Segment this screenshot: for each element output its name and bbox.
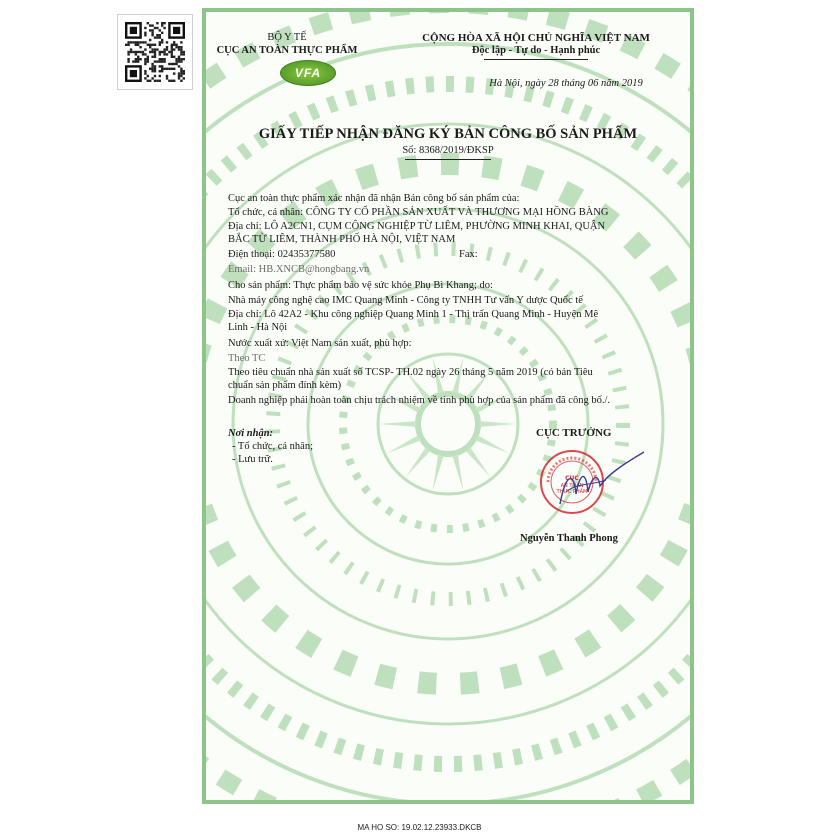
factory-address-line2: Linh - Hà Nội	[228, 322, 288, 333]
vfa-logo: VFA	[280, 60, 336, 86]
qr-module	[168, 63, 170, 65]
qr-module	[180, 48, 182, 50]
qr-module	[132, 41, 134, 43]
qr-module	[178, 58, 180, 60]
qr-module	[144, 32, 146, 34]
qr-module	[163, 48, 165, 50]
qr-module	[147, 56, 149, 58]
qr-module	[159, 29, 161, 31]
qr-module	[180, 80, 182, 82]
qr-module	[159, 41, 161, 43]
qr-module	[137, 56, 139, 58]
svg-text:THỰC PHẨM: THỰC PHẨM	[556, 489, 588, 495]
qr-module	[171, 48, 173, 50]
qr-module	[151, 70, 153, 72]
qr-module	[135, 51, 137, 53]
factory-address-line1: Địa chỉ: Lô 42A2 - Khu công nghiệp Quang Minh 1 - Thị trấn Quang Minh - Huyện Mê	[228, 309, 599, 320]
qr-module	[183, 53, 185, 55]
qr-module	[161, 65, 163, 67]
qr-module	[168, 51, 170, 53]
qr-module	[142, 53, 144, 55]
qr-module	[149, 39, 151, 41]
qr-module	[151, 29, 153, 31]
motto-underline	[484, 59, 588, 60]
qr-module	[137, 60, 139, 62]
qr-module	[156, 22, 158, 24]
qr-module	[151, 24, 153, 26]
qr-module	[175, 46, 177, 48]
qr-module	[135, 44, 137, 46]
qr-module	[142, 51, 144, 53]
qr-module	[173, 80, 175, 82]
qr-module	[161, 70, 163, 72]
ministry-name: BỘ Y TẾ	[267, 32, 307, 43]
qr-module	[154, 44, 156, 46]
qr-module	[144, 27, 146, 29]
qr-module	[173, 41, 175, 43]
qr-module	[125, 44, 127, 46]
qr-module	[151, 32, 153, 34]
qr-module	[154, 56, 156, 58]
qr-module	[149, 51, 151, 53]
qr-module	[154, 60, 156, 62]
qr-module	[151, 48, 153, 50]
qr-module	[183, 77, 185, 79]
qr-module	[130, 48, 132, 50]
qr-module	[173, 72, 175, 74]
qr-module	[154, 68, 156, 70]
qr-module	[144, 58, 146, 60]
qr-module	[178, 46, 180, 48]
qr-module	[144, 34, 146, 36]
recipient-item: - Tổ chức, cá nhân;	[232, 441, 314, 452]
qr-module	[156, 34, 158, 36]
qr-module	[137, 41, 139, 43]
svg-text:AN TOÀN: AN TOÀN	[560, 483, 584, 489]
qr-module	[175, 58, 177, 60]
qr-module	[147, 75, 149, 77]
qr-module	[183, 58, 185, 60]
qr-module	[163, 68, 165, 70]
qr-module	[135, 58, 137, 60]
qr-module	[159, 60, 161, 62]
qr-module	[173, 63, 175, 65]
qr-module	[166, 68, 168, 70]
document-title: GIẤY TIẾP NHẬN ĐĂNG KÝ BẢN CÔNG BỐ SẢN PHẨM	[258, 126, 638, 142]
qr-module	[159, 75, 161, 77]
qr-module	[159, 44, 161, 46]
qr-module	[159, 51, 161, 53]
qr-module	[161, 22, 163, 24]
qr-module	[171, 63, 173, 65]
qr-module	[137, 58, 139, 60]
qr-module	[154, 27, 156, 29]
qr-module	[127, 41, 129, 43]
qr-module	[166, 41, 168, 43]
qr-module	[151, 63, 153, 65]
qr-module	[175, 60, 177, 62]
qr-module	[147, 22, 149, 24]
qr-module	[135, 41, 137, 43]
qr-module	[163, 51, 165, 53]
qr-module	[154, 53, 156, 55]
qr-module	[127, 51, 129, 53]
qr-module	[161, 24, 163, 26]
qr-module	[151, 68, 153, 70]
qr-module	[144, 53, 146, 55]
qr-module	[156, 36, 158, 38]
standard-detail-line1: Theo tiêu chuẩn nhà sản xuất số TCSP- TH.02 ngày 26 tháng 5 năm 2019 (có bản Tiêu	[228, 367, 593, 378]
qr-module	[178, 48, 180, 50]
qr-finder	[130, 70, 137, 77]
document-code: MA HO SO: 19.02.12.23933.DKCB	[357, 823, 482, 832]
qr-module	[132, 60, 134, 62]
qr-module	[163, 58, 165, 60]
qr-module	[175, 63, 177, 65]
qr-module	[178, 75, 180, 77]
qr-module	[168, 68, 170, 70]
qr-module	[178, 56, 180, 58]
qr-module	[161, 68, 163, 70]
qr-finder	[130, 27, 137, 34]
qr-module	[180, 53, 182, 55]
qr-module	[159, 53, 161, 55]
qr-module	[161, 32, 163, 34]
qr-module	[151, 34, 153, 36]
qr-module	[149, 68, 151, 70]
qr-module	[154, 51, 156, 53]
qr-module	[156, 60, 158, 62]
qr-module	[144, 63, 146, 65]
official-stamp	[526, 442, 646, 522]
qr-module	[147, 80, 149, 82]
qr-module	[180, 70, 182, 72]
qr-module	[173, 44, 175, 46]
qr-module	[154, 75, 156, 77]
qr-module	[161, 41, 163, 43]
qr-module	[139, 58, 141, 60]
qr-module	[139, 41, 141, 43]
country-of-origin: Nước xuất xứ: Việt Nam sản xuất, phù hợp:	[228, 338, 412, 349]
qr-module	[154, 80, 156, 82]
qr-module	[180, 51, 182, 53]
qr-module	[127, 44, 129, 46]
certificate-content	[206, 12, 690, 800]
qr-module	[166, 77, 168, 79]
qr-module	[147, 60, 149, 62]
qr-module	[154, 65, 156, 67]
country-name: CỘNG HÒA XÃ HỘI CHỦ NGHĨA VIỆT NAM	[422, 32, 650, 44]
qr-module	[163, 27, 165, 29]
qr-module	[144, 41, 146, 43]
qr-module	[180, 75, 182, 77]
qr-module	[173, 68, 175, 70]
qr-module	[161, 60, 163, 62]
qr-module	[161, 39, 163, 41]
qr-module	[154, 48, 156, 50]
qr-module	[171, 80, 173, 82]
qr-module	[149, 46, 151, 48]
qr-module	[156, 80, 158, 82]
standard-short: Theo TC	[228, 353, 266, 364]
intro-text: Cục an toàn thực phẩm xác nhận đã nhận Bản công bố sản phẩm của:	[228, 193, 520, 204]
signer-name: Nguyễn Thanh Phong	[520, 533, 618, 544]
qr-module	[178, 77, 180, 79]
manufacturer: Nhà máy công nghệ cao IMC Quang Minh - Công ty TNHH Tư vấn Y dược Quốc tế	[228, 295, 583, 306]
recipients-heading: Nơi nhận:	[228, 428, 274, 439]
qr-module	[180, 72, 182, 74]
qr-module	[180, 68, 182, 70]
qr-module	[178, 72, 180, 74]
qr-module	[180, 41, 182, 43]
qr-module	[178, 60, 180, 62]
email-address: Email: HB.XNCB@hongbang.vn	[228, 264, 370, 275]
qr-module	[127, 53, 129, 55]
qr-module	[147, 44, 149, 46]
qr-module	[151, 56, 153, 58]
qr-module	[173, 56, 175, 58]
qr-module	[127, 58, 129, 60]
phone-number: Điện thoại: 02435377580	[228, 249, 336, 260]
qr-module	[139, 46, 141, 48]
qr-module	[163, 53, 165, 55]
national-motto: Độc lập - Tự do - Hạnh phúc	[471, 45, 601, 56]
qr-module	[149, 24, 151, 26]
qr-module	[149, 29, 151, 31]
issue-date: Hà Nội, ngày 28 tháng 06 năm 2019	[489, 78, 643, 89]
qr-module	[139, 51, 141, 53]
qr-module	[171, 53, 173, 55]
qr-module	[137, 44, 139, 46]
qr-module	[171, 51, 173, 53]
certificate-document	[202, 8, 694, 804]
qr-module	[127, 60, 129, 62]
qr-module	[180, 58, 182, 60]
qr-module	[132, 51, 134, 53]
svg-text:CỤC: CỤC	[565, 475, 579, 482]
qr-module	[135, 53, 137, 55]
organization: Tổ chức, cá nhân: CÔNG TY CỔ PHẦN SẢN XUẤT VÀ THƯƠNG MẠI HỒNG BÀNG	[228, 207, 609, 218]
org-address-line1: Địa chỉ: LÔ A2CN1, CỤM CÔNG NGHIỆP TỪ LIÊM, PHƯỜNG MINH KHAI, QUẬN	[228, 221, 606, 232]
qr-module	[171, 68, 173, 70]
qr-module	[144, 72, 146, 74]
qr-module	[149, 44, 151, 46]
qr-module	[159, 65, 161, 67]
qr-module	[171, 46, 173, 48]
qr-module	[178, 65, 180, 67]
qr-module	[183, 51, 185, 53]
qr-module	[180, 60, 182, 62]
responsibility-statement: Doanh nghiệp phải hoàn toàn chịu trách nhiệm về tính phù hợp của sản phẩm đã công bố./.	[228, 395, 610, 406]
qr-module	[159, 70, 161, 72]
qr-module	[151, 77, 153, 79]
fax-label: Fax:	[459, 249, 478, 260]
qr-module	[173, 48, 175, 50]
qr-module	[159, 80, 161, 82]
qr-finder	[173, 27, 180, 34]
qr-module	[149, 80, 151, 82]
org-address-line2: BẮC TỪ LIÊM, THÀNH PHỐ HÀ NỘI, VIỆT NAM	[228, 234, 456, 245]
qr-module	[180, 46, 182, 48]
product-name: Cho sản phẩm: Thực phẩm bảo vệ sức khỏe Phụ Bì Khang; do:	[228, 280, 493, 291]
qr-module	[166, 46, 168, 48]
standard-detail-line2: chuẩn sản phẩm đính kèm)	[228, 380, 342, 391]
qr-module	[144, 60, 146, 62]
qr-module	[151, 44, 153, 46]
document-number: Số: 8368/2019/ĐKSP	[402, 145, 494, 156]
qr-module	[159, 36, 161, 38]
signer-title: CỤC TRƯỞNG	[536, 427, 612, 439]
number-underline	[405, 159, 491, 160]
qr-module	[159, 58, 161, 60]
qr-module	[135, 60, 137, 62]
qr-module	[171, 44, 173, 46]
qr-module	[144, 70, 146, 72]
qr-module	[144, 48, 146, 50]
qr-module	[159, 34, 161, 36]
qr-module	[144, 77, 146, 79]
qr-module	[166, 75, 168, 77]
qr-module	[156, 48, 158, 50]
qr-module	[130, 41, 132, 43]
qr-module	[154, 70, 156, 72]
recipient-item: - Lưu trữ.	[232, 454, 273, 465]
qr-module	[163, 60, 165, 62]
qr-module	[154, 36, 156, 38]
qr-module	[137, 51, 139, 53]
qr-module	[130, 51, 132, 53]
qr-module	[183, 70, 185, 72]
agency-name: CỤC AN TOÀN THỰC PHẨM	[216, 45, 358, 56]
qr-module	[161, 58, 163, 60]
qr-module	[171, 56, 173, 58]
qr-module	[168, 80, 170, 82]
qr-module	[142, 41, 144, 43]
qr-module	[163, 22, 165, 24]
qr-module	[151, 65, 153, 67]
qr-module	[156, 27, 158, 29]
qr-module	[161, 51, 163, 53]
qr-module	[151, 51, 153, 53]
qr-code	[117, 14, 193, 90]
qr-module	[147, 58, 149, 60]
qr-module	[166, 48, 168, 50]
qr-code-graphic	[125, 22, 185, 82]
qr-module	[175, 44, 177, 46]
qr-module	[183, 72, 185, 74]
qr-module	[166, 53, 168, 55]
